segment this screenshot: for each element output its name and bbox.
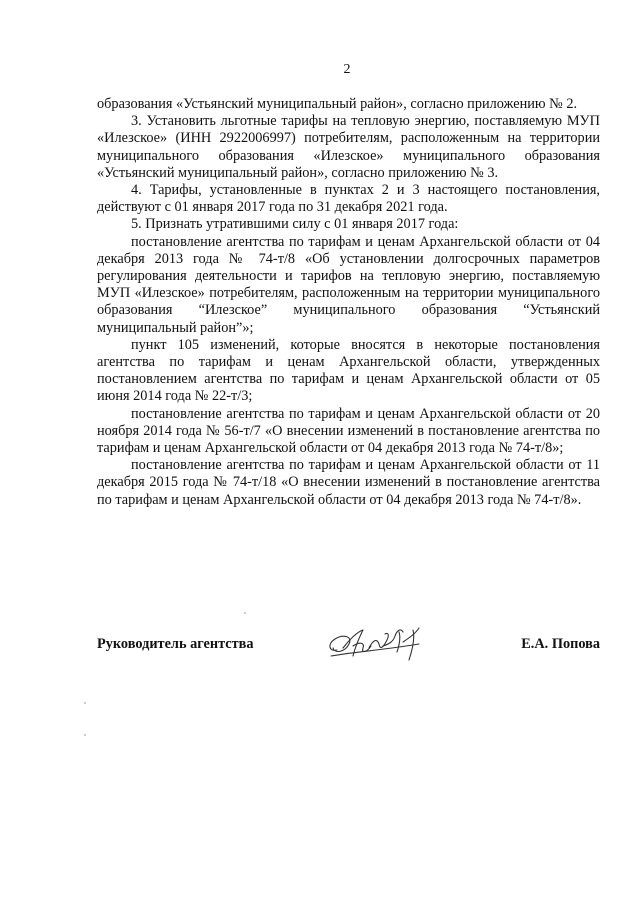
signatory-title: Руководитель агентства (97, 636, 254, 652)
signature-block (97, 628, 600, 668)
paragraph-item-4: 4. Тарифы, установленные в пунктах 2 и 3 настоящего постановления, действуют с 01 января 2017 года по 31 декабря 2021 года. (97, 182, 600, 216)
page-number: 2 (343, 62, 351, 77)
paragraph-repealed-act-2: пункт 105 изменений, которые вносятся в некоторые постановления агентства по тарифам и ценам Архангельской области, утвержденных постановлением агентства по тарифам и ценам Архангельской области от 05 июня 2014 года № 22-т/3; (97, 336, 600, 405)
paragraph-item-5: 5. Признать утратившими силу с 01 января 2017 года: (131, 216, 459, 233)
scan-speck (84, 702, 86, 704)
paragraph-repealed-act-4: постановление агентства по тарифам и ценам Архангельской области от 11 декабря 2015 года № 74-т/18 «О внесении изменений в постановление агентства по тарифам и ценам Архангельской области от 04 декабря 2013 года № 74-т/8». (97, 457, 600, 508)
paragraph-repealed-act-1: постановление агентства по тарифам и ценам Архангельской области от 04 декабря 2013 года № 74-т/8 «Об установлении долгосрочных параметров регулирования деятельности и тарифов на тепловую энергию, поставляемую МУП «Илезское» потребителям, расположенным на территории муниципального образования “Илезское” муниципального образования “Устьянский муниципальный район”»; (97, 233, 600, 336)
signatory-name: Е.А. Попова (521, 636, 600, 652)
paragraph-continuation: образования «Устьянский муниципальный район», согласно приложению № 2. (97, 96, 578, 112)
scan-speck (244, 612, 246, 614)
document-body (97, 96, 600, 509)
paragraph-item-3: 3. Установить льготные тарифы на тепловую энергию, поставляемую МУП «Илезское» (ИНН 2922006997) потребителям, расположенным на территории муниципального образования «Илезское» муниципального образования «Устьянский муниципальный район», согласно приложению № 3. (97, 113, 600, 181)
paragraph-repealed-act-3: постановление агентства по тарифам и ценам Архангельской области от 20 ноября 2014 года № 56-т/7 «О внесении изменений в постановление агентства по тарифам и ценам Архангельской области от 04 декабря 2013 года № 74-т/8»; (97, 405, 600, 457)
handwritten-signature-icon (323, 622, 433, 668)
scan-speck (84, 734, 86, 736)
